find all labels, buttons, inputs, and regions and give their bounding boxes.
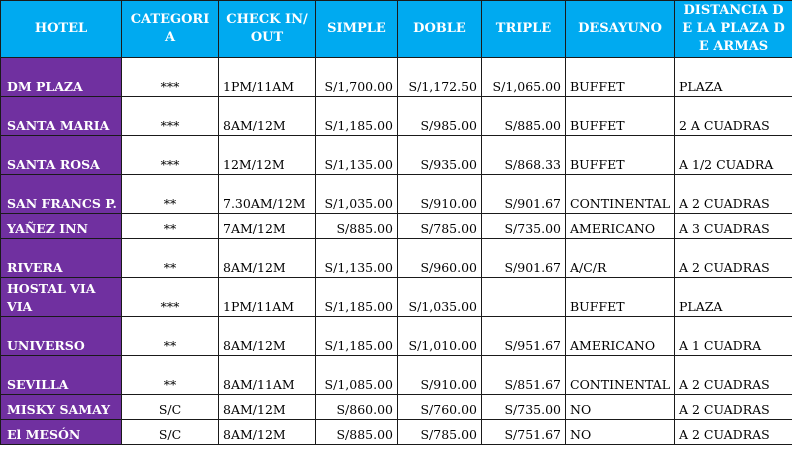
- table-row: [1, 395, 792, 420]
- check-cell: 7.30AM/12M: [219, 175, 316, 214]
- simple-price-cell: S/885.00: [316, 214, 398, 239]
- check-cell: 1PM/11AM: [219, 278, 316, 317]
- doble-price-cell: S/910.00: [398, 356, 482, 395]
- desayuno-cell: BUFFET: [566, 58, 675, 97]
- header-row: [1, 1, 792, 58]
- header-hotel: HOTEL: [1, 1, 122, 58]
- simple-price-cell: S/1,700.00: [316, 58, 398, 97]
- distancia-cell: A 2 CUADRAS: [675, 175, 792, 214]
- desayuno-cell: CONTINENTAL: [566, 175, 675, 214]
- table-row: [1, 97, 792, 136]
- hotel-name-cell: SANTA MARIA: [1, 97, 122, 136]
- header-triple: TRIPLE: [482, 1, 566, 58]
- desayuno-cell: NO: [566, 420, 675, 445]
- distancia-cell: A 2 CUADRAS: [675, 420, 792, 445]
- triple-price-cell: S/901.67: [482, 175, 566, 214]
- triple-price-cell: S/751.67: [482, 420, 566, 445]
- distancia-cell: A 3 CUADRAS: [675, 214, 792, 239]
- categoria-cell: ***: [122, 97, 219, 136]
- distancia-cell: A 2 CUADRAS: [675, 239, 792, 278]
- triple-price-cell: S/735.00: [482, 395, 566, 420]
- triple-price-cell: S/951.67: [482, 317, 566, 356]
- hotel-name-cell: RIVERA: [1, 239, 122, 278]
- check-cell: 7AM/12M: [219, 214, 316, 239]
- header-simple: SIMPLE: [316, 1, 398, 58]
- hotel-name-cell: YAÑEZ INN: [1, 214, 122, 239]
- triple-price-cell: S/1,065.00: [482, 58, 566, 97]
- header-check: CHECK IN/OUT: [219, 1, 316, 58]
- triple-price-cell: S/901.67: [482, 239, 566, 278]
- table-row: [1, 175, 792, 214]
- simple-price-cell: S/885.00: [316, 420, 398, 445]
- categoria-cell: ***: [122, 278, 219, 317]
- simple-price-cell: S/1,185.00: [316, 278, 398, 317]
- categoria-cell: **: [122, 175, 219, 214]
- categoria-cell: S/C: [122, 395, 219, 420]
- doble-price-cell: S/1,035.00: [398, 278, 482, 317]
- distancia-cell: 2 A CUADRAS: [675, 97, 792, 136]
- doble-price-cell: S/985.00: [398, 97, 482, 136]
- desayuno-cell: BUFFET: [566, 136, 675, 175]
- doble-price-cell: S/785.00: [398, 420, 482, 445]
- simple-price-cell: S/860.00: [316, 395, 398, 420]
- simple-price-cell: S/1,135.00: [316, 239, 398, 278]
- distancia-cell: PLAZA: [675, 278, 792, 317]
- categoria-cell: S/C: [122, 420, 219, 445]
- hotel-name-cell: SEVILLA: [1, 356, 122, 395]
- desayuno-cell: BUFFET: [566, 97, 675, 136]
- table-row: [1, 278, 792, 317]
- check-cell: 8AM/12M: [219, 97, 316, 136]
- doble-price-cell: S/960.00: [398, 239, 482, 278]
- header-desayuno: DESAYUNO: [566, 1, 675, 58]
- distancia-cell: PLAZA: [675, 58, 792, 97]
- check-cell: 1PM/11AM: [219, 58, 316, 97]
- desayuno-cell: A/C/R: [566, 239, 675, 278]
- doble-price-cell: S/1,010.00: [398, 317, 482, 356]
- check-cell: 8AM/12M: [219, 239, 316, 278]
- table-row: [1, 420, 792, 445]
- simple-price-cell: S/1,185.00: [316, 317, 398, 356]
- table-row: [1, 317, 792, 356]
- simple-price-cell: S/1,185.00: [316, 97, 398, 136]
- categoria-cell: **: [122, 214, 219, 239]
- triple-price-cell: S/885.00: [482, 97, 566, 136]
- header-categoria: CATEGORIA: [122, 1, 219, 58]
- table-row: [1, 239, 792, 278]
- check-cell: 12M/12M: [219, 136, 316, 175]
- categoria-cell: ***: [122, 58, 219, 97]
- header-doble: DOBLE: [398, 1, 482, 58]
- distancia-cell: A 2 CUADRAS: [675, 356, 792, 395]
- triple-price-cell: S/868.33: [482, 136, 566, 175]
- check-cell: 8AM/12M: [219, 317, 316, 356]
- simple-price-cell: S/1,135.00: [316, 136, 398, 175]
- distancia-cell: A 1/2 CUADRA: [675, 136, 792, 175]
- categoria-cell: **: [122, 317, 219, 356]
- desayuno-cell: CONTINENTAL: [566, 356, 675, 395]
- triple-price-cell: [482, 278, 566, 317]
- simple-price-cell: S/1,085.00: [316, 356, 398, 395]
- triple-price-cell: S/851.67: [482, 356, 566, 395]
- simple-price-cell: S/1,035.00: [316, 175, 398, 214]
- desayuno-cell: AMERICANO: [566, 317, 675, 356]
- doble-price-cell: S/760.00: [398, 395, 482, 420]
- distancia-cell: A 2 CUADRAS: [675, 395, 792, 420]
- hotel-name-cell: HOSTAL VIA VIA: [1, 278, 122, 317]
- table-row: [1, 58, 792, 97]
- distancia-cell: A 1 CUADRA: [675, 317, 792, 356]
- hotel-name-cell: UNIVERSO: [1, 317, 122, 356]
- categoria-cell: ***: [122, 136, 219, 175]
- doble-price-cell: S/785.00: [398, 214, 482, 239]
- check-cell: 8AM/12M: [219, 395, 316, 420]
- doble-price-cell: S/1,172.50: [398, 58, 482, 97]
- doble-price-cell: S/935.00: [398, 136, 482, 175]
- desayuno-cell: BUFFET: [566, 278, 675, 317]
- hotel-name-cell: El MESÓN: [1, 420, 122, 445]
- check-cell: 8AM/12M: [219, 420, 316, 445]
- categoria-cell: **: [122, 356, 219, 395]
- hotel-name-cell: SANTA ROSA: [1, 136, 122, 175]
- triple-price-cell: S/735.00: [482, 214, 566, 239]
- desayuno-cell: NO: [566, 395, 675, 420]
- header-distancia: DISTANCIA DE LA PLAZA DE ARMAS: [675, 1, 792, 58]
- hotel-name-cell: SAN FRANCS P.: [1, 175, 122, 214]
- hotel-name-cell: DM PLAZA: [1, 58, 122, 97]
- table-row: [1, 214, 792, 239]
- hotel-name-cell: MISKY SAMAY: [1, 395, 122, 420]
- table-row: [1, 356, 792, 395]
- doble-price-cell: S/910.00: [398, 175, 482, 214]
- table-row: [1, 136, 792, 175]
- desayuno-cell: AMERICANO: [566, 214, 675, 239]
- categoria-cell: **: [122, 239, 219, 278]
- check-cell: 8AM/11AM: [219, 356, 316, 395]
